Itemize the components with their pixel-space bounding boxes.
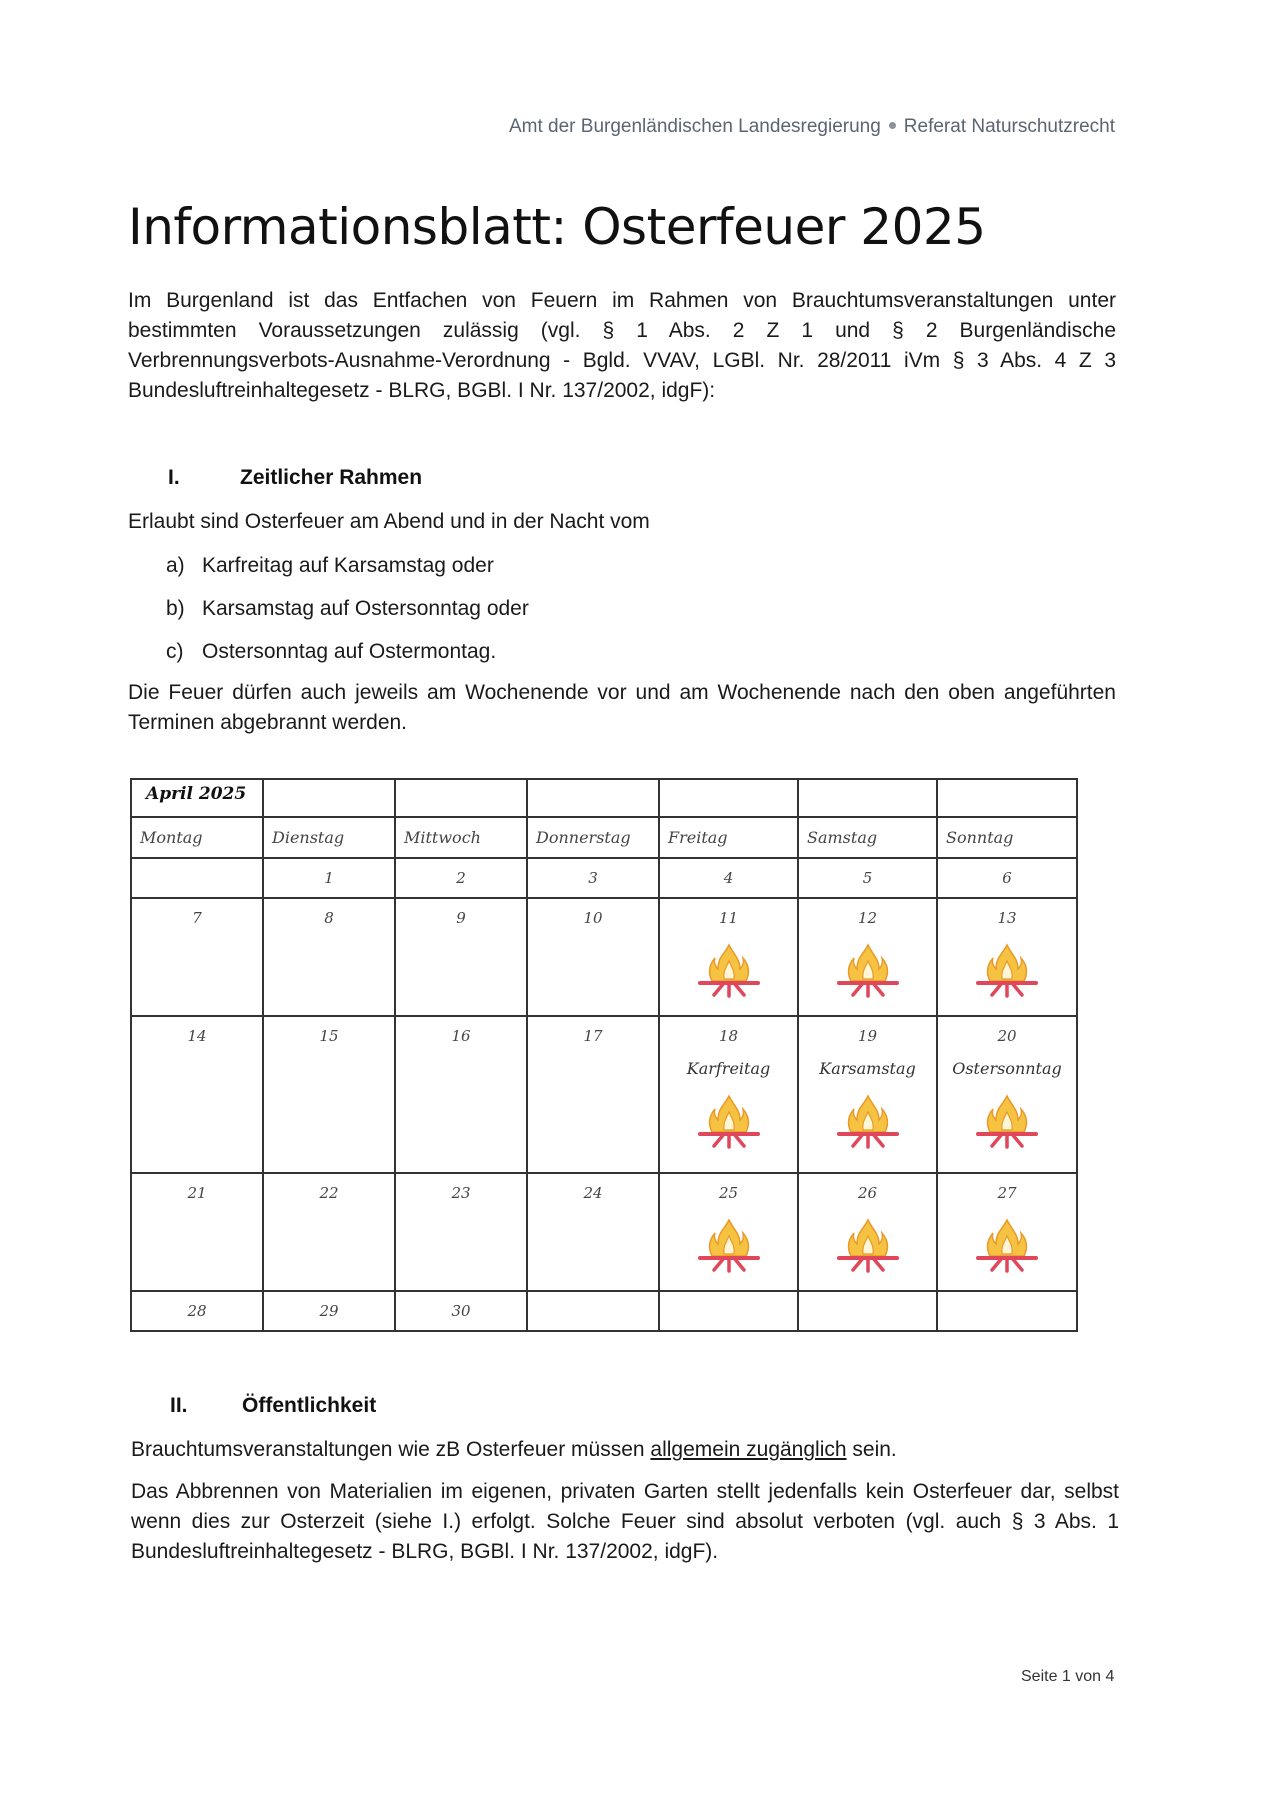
intro-paragraph: Im Burgenland ist das Entfachen von Feuern im Rahmen von Brauchtumsveranstaltungen unter bestimmten Voraussetzungen zulässig (vgl. § 1 Abs. 2 Z 1 und § 2 Burgenländische Verbrennungsverbots-Ausnahme-Verordnung - Bgld. VVAV, LGBl. Nr. 28/2011 iVm § 3 Abs. 4 Z 3 Bundesluftreinhaltegesetz - BLRG, BGBl. I Nr. 137/2002, idgF): <box>128 289 1116 402</box>
calendar-day-cell <box>527 898 659 1016</box>
calendar-day-cell <box>263 1173 395 1291</box>
calendar-day-cell <box>131 1016 263 1173</box>
calendar-day-cell <box>263 858 395 898</box>
weekday-header: Samstag <box>798 817 937 858</box>
day-number: 8 <box>324 909 334 927</box>
holiday-label: Karfreitag <box>686 1059 771 1078</box>
calendar-day-cell <box>527 858 659 898</box>
day-number: 16 <box>451 1027 471 1045</box>
empty-cell <box>131 858 263 898</box>
calendar-day-cell <box>937 1173 1077 1291</box>
campfire-icon <box>694 1092 764 1150</box>
day-number: 24 <box>583 1184 603 1202</box>
day-number: 3 <box>588 869 598 887</box>
calendar-day-cell <box>395 1173 527 1291</box>
calendar-day-cell <box>395 858 527 898</box>
campfire-icon <box>833 1216 903 1274</box>
calendar-day-cell <box>937 1016 1077 1173</box>
day-number: 6 <box>1002 869 1012 887</box>
section-2-number: II. <box>170 1394 188 1417</box>
weekday-header: Freitag <box>659 817 798 858</box>
section-1-heading <box>168 466 422 490</box>
calendar-day-cell <box>131 898 263 1016</box>
empty-cell <box>798 1291 937 1331</box>
list-item: a) Karfreitag auf Karsamstag oder <box>166 554 494 577</box>
empty-cell <box>798 779 937 817</box>
list-item: b) Karsamstag auf Ostersonntag oder <box>166 597 529 620</box>
campfire-icon <box>694 941 764 999</box>
day-number: 30 <box>451 1302 471 1320</box>
section-1-title: Zeitlicher Rahmen <box>240 466 423 489</box>
weekday-header: Mittwoch <box>395 817 527 858</box>
calendar-day-cell <box>937 898 1077 1016</box>
calendar-day-cell <box>798 858 937 898</box>
calendar-day-cell <box>263 1291 395 1331</box>
calendar-day-cell <box>659 1173 798 1291</box>
empty-cell <box>937 779 1077 817</box>
day-number: 9 <box>456 909 466 927</box>
day-number: 25 <box>718 1184 739 1202</box>
org-name: Amt der Burgenländischen Landesregierung <box>508 116 881 137</box>
calendar-day-cell <box>659 898 798 1016</box>
day-number: 11 <box>718 909 739 927</box>
campfire-icon <box>972 1092 1042 1150</box>
day-number: 7 <box>192 909 202 927</box>
calendar-day-cell <box>798 1016 937 1173</box>
empty-cell <box>527 779 659 817</box>
calendar-week-row <box>131 898 1077 1016</box>
day-number: 5 <box>862 869 873 887</box>
calendar-day-cell <box>263 1016 395 1173</box>
calendar-week-row <box>131 1291 1077 1331</box>
calendar-day-cell <box>659 1016 798 1173</box>
day-number: 2 <box>456 869 466 887</box>
calendar-day-cell <box>131 1173 263 1291</box>
day-number: 10 <box>583 909 603 927</box>
weekday-header: Dienstag <box>263 817 395 858</box>
day-number: 23 <box>451 1184 471 1202</box>
day-number: 13 <box>997 909 1017 927</box>
day-number: 12 <box>857 909 878 927</box>
section-2-paragraph-1: Brauchtumsveranstaltungen wie zB Osterfeuer müssen allgemein zugänglich sein. <box>131 1438 897 1461</box>
calendar-day-cell <box>527 1173 659 1291</box>
weekday-header: Montag <box>131 817 263 858</box>
campfire-icon <box>833 1092 903 1150</box>
empty-cell <box>659 779 798 817</box>
empty-cell <box>659 1291 798 1331</box>
page-number: Seite 1 von 4 <box>1021 1668 1115 1685</box>
calendar-day-cell <box>527 1016 659 1173</box>
calendar-day-cell <box>131 1291 263 1331</box>
weekday-header: Donnerstag <box>527 817 659 858</box>
calendar-day-cell <box>937 858 1077 898</box>
day-number: 14 <box>187 1027 207 1045</box>
calendar-week-row <box>131 1173 1077 1291</box>
allowed-dates-list <box>166 551 529 680</box>
day-number: 29 <box>319 1302 339 1320</box>
day-number: 19 <box>857 1027 878 1045</box>
holiday-label: Karsamstag <box>819 1059 916 1078</box>
day-number: 22 <box>319 1184 339 1202</box>
campfire-icon <box>694 1216 764 1274</box>
section-1-number: I. <box>168 466 180 489</box>
day-number: 26 <box>857 1184 878 1202</box>
holiday-label: Ostersonntag <box>952 1059 1062 1078</box>
calendar-day-cell <box>395 898 527 1016</box>
underlined-text: allgemein zugänglich <box>650 1438 847 1461</box>
campfire-icon <box>972 941 1042 999</box>
day-number: 18 <box>718 1027 739 1045</box>
day-number: 20 <box>997 1027 1017 1045</box>
section-1-lead: Erlaubt sind Osterfeuer am Abend und in der Nacht vom <box>128 510 650 533</box>
april-calendar <box>130 778 1078 1332</box>
day-number: 1 <box>324 869 334 887</box>
empty-cell <box>527 1291 659 1331</box>
list-item: c) Ostersonntag auf Ostermontag. <box>166 640 497 663</box>
empty-cell <box>937 1291 1077 1331</box>
section-2-title: Öffentlichkeit <box>242 1394 377 1417</box>
letterhead <box>509 116 1115 138</box>
calendar-day-cell <box>263 898 395 1016</box>
day-number: 27 <box>997 1184 1017 1202</box>
page-title: Informationsblatt: Osterfeuer 2025 <box>128 198 986 256</box>
bullet-icon <box>889 122 896 129</box>
calendar-week-row <box>131 858 1077 898</box>
empty-cell <box>395 779 527 817</box>
calendar-day-cell <box>659 858 798 898</box>
calendar-day-cell <box>395 1016 527 1173</box>
day-number: 21 <box>187 1184 207 1202</box>
calendar-day-cell <box>798 898 937 1016</box>
section-1-note: Die Feuer dürfen auch jeweils am Wochenende vor und am Wochenende nach den oben angeführten Terminen abgebrannt werden. <box>128 681 1116 734</box>
day-number: 15 <box>319 1027 339 1045</box>
calendar-week-row <box>131 1016 1077 1173</box>
dept-name: Referat Naturschutzrecht <box>903 116 1115 137</box>
weekday-header-row <box>131 817 1077 858</box>
empty-cell <box>263 779 395 817</box>
weekday-header: Sonntag <box>937 817 1077 858</box>
calendar-day-cell <box>798 1173 937 1291</box>
calendar-month-title: April 2025 <box>131 779 263 817</box>
calendar-title-row <box>131 779 1077 817</box>
campfire-icon <box>833 941 903 999</box>
day-number: 4 <box>723 869 734 887</box>
section-2-paragraph-2: Das Abbrennen von Materialien im eigenen, privaten Garten stellt jedenfalls kein Osterfeuer dar, selbst wenn dies zur Osterzeit (siehe I.) erfolgt. Solche Feuer sind absolut verboten (vgl. auch § 3 Abs. 1 Bundesluftreinhaltegesetz - BLRG, BGBl. I Nr. 137/2002, idgF). <box>131 1480 1119 1563</box>
day-number: 17 <box>583 1027 603 1045</box>
campfire-icon <box>972 1216 1042 1274</box>
calendar-day-cell <box>395 1291 527 1331</box>
day-number: 28 <box>187 1302 207 1320</box>
section-2-heading <box>170 1394 376 1418</box>
